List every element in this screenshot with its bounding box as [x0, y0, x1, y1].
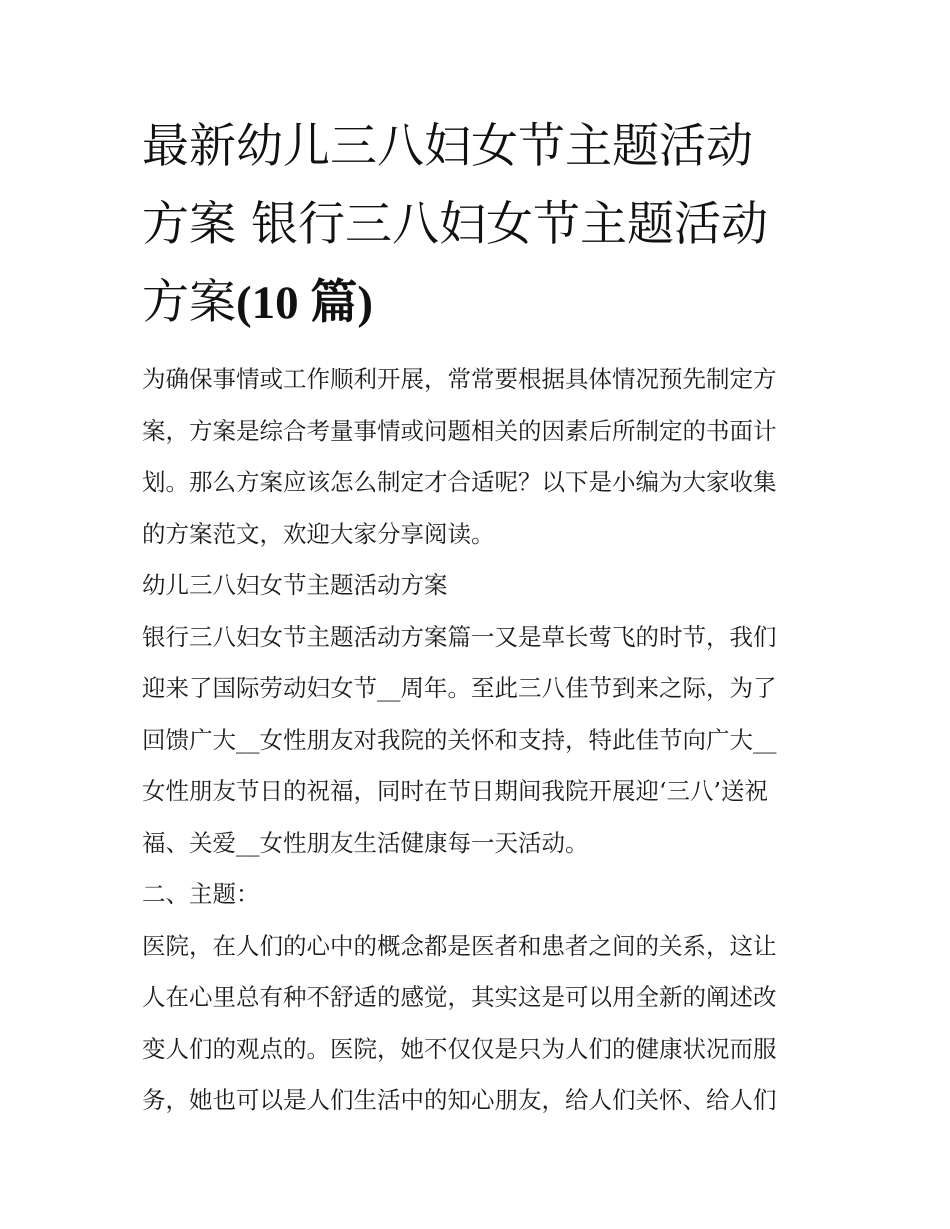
- title-count: (10 篇): [236, 277, 374, 329]
- text-line: 回馈广大__女性朋友对我院的关怀和支持，特此佳节向广大__: [142, 725, 777, 754]
- text-line: 福、关爱__女性朋友生活健康每一天活动。: [142, 828, 589, 857]
- text-line: 医院，在人们的心中的概念都是医者和患者之间的关系，这让: [142, 931, 777, 960]
- title-line: 方案 银行三八妇女节主题活动: [142, 197, 768, 252]
- text-line: 银行三八妇女节主题活动方案篇一又是草长莺飞的时节，我们: [142, 622, 777, 651]
- title-line-text: 方案: [142, 275, 236, 330]
- section-one-paragraph: [142, 612, 822, 870]
- section-subtitle: [142, 560, 822, 612]
- text-line: 人在心里总有种不舒适的感觉，其实这是可以用全新的阐述改: [142, 983, 777, 1011]
- section-heading: [142, 869, 822, 921]
- text-line: 划。那么方案应该怎么制定才合适呢？以下是小编为大家收集: [142, 468, 777, 496]
- title-line: [142, 264, 822, 342]
- text-line: 幼儿三八妇女节主题活动方案: [142, 571, 448, 599]
- intro-paragraph: [142, 354, 822, 560]
- document-body: [142, 354, 822, 1127]
- text-line: 案，方案是综合考量事情或问题相关的因素后所制定的书面计: [142, 416, 777, 445]
- document-page: [142, 108, 822, 1127]
- title-line: 最新幼儿三八妇女节主题活动: [142, 119, 753, 174]
- text-line: 迎来了国际劳动妇女节__周年。至此三八佳节到来之际，为了: [142, 674, 777, 702]
- document-title: [142, 108, 822, 342]
- text-line: 的方案范文，欢迎大家分享阅读。: [142, 519, 495, 548]
- section-two-paragraph: [142, 921, 822, 1127]
- text-line: 女性朋友节日的祝福，同时在节日期间我院开展迎‘三八’送祝: [142, 777, 768, 805]
- text-line: 二、主题：: [142, 880, 260, 908]
- text-line: 为确保事情或工作顺利开展，常常要根据具体情况预先制定方: [142, 365, 777, 393]
- text-line: 务，她也可以是人们生活中的知心朋友，给人们关怀、给人们: [142, 1086, 777, 1114]
- text-line: 变人们的观点的。医院，她不仅仅是只为人们的健康状况而服: [142, 1034, 777, 1063]
